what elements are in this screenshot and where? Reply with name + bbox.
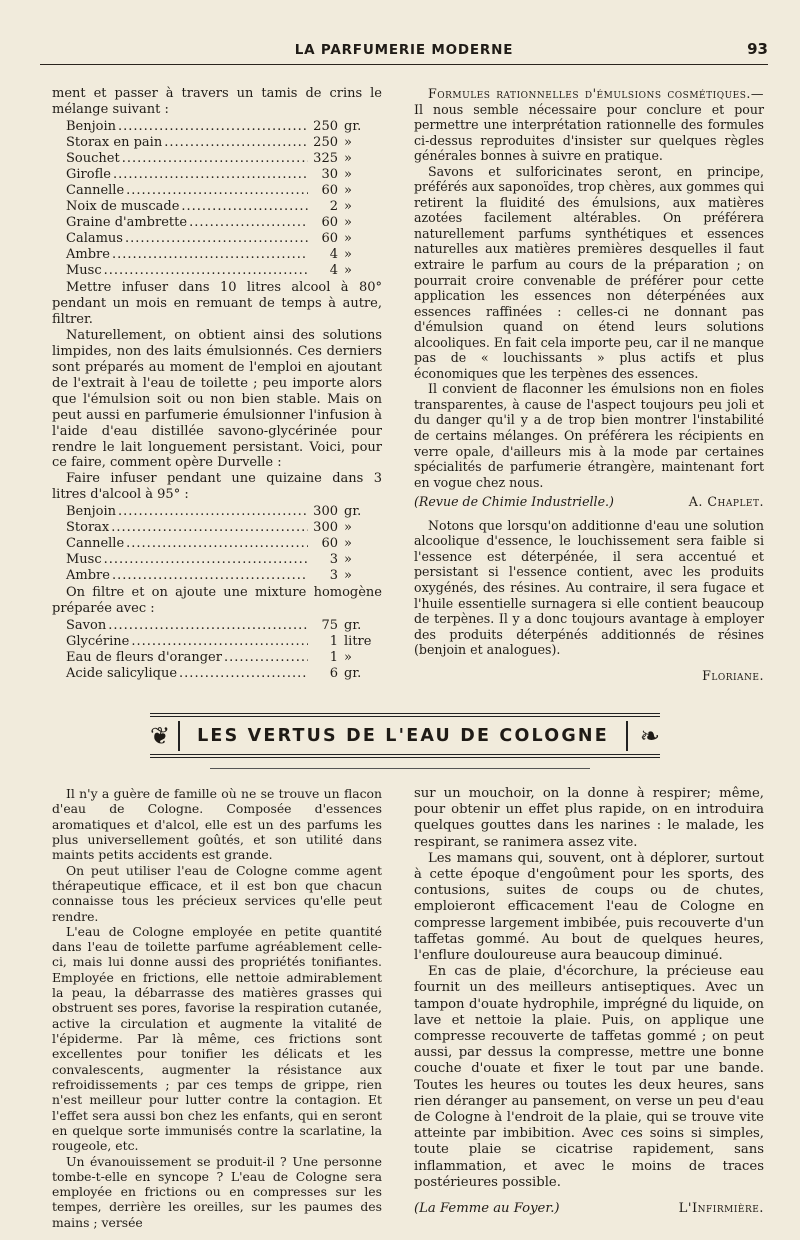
ingredient-quantity: 2 [329, 198, 338, 214]
leader-dots [111, 520, 308, 536]
ingredient-name: Girofle [66, 166, 111, 182]
running-title: LA PARFUMERIE MODERNE [294, 42, 514, 58]
source-citation: (La Femme au Foyer.) [414, 1201, 560, 1217]
ingredient-quantity: 300 [313, 520, 338, 536]
ingredient-name: Storax en pain [66, 134, 163, 150]
ingredient-item [66, 634, 382, 650]
lower-left-column [52, 786, 382, 1230]
leader-dots [118, 504, 308, 520]
leader-dots [112, 568, 308, 584]
ingredient-quantity: 60 [321, 536, 338, 552]
paragraph: Savons et sulforicinates seront, en principe, préférés aux saponoïdes, trop chères, aux gommes qui retirent la fluidité des émulsions, aux matières azotées facilement altérables. On préférera naturellement parfums synthétiques et essences naturelles aux matières premières desquelles il faut extraire le parfum au cours de la préparation ; on pourrait croire convenable de préférer pour cette application les essences non déterpénées aux essences raffinées : celles-ci ne donnant pas d'émulsion quand on étend leurs solutions alcooliques. En fait cela importe peu, car il ne manque pas de « louchissants » plus actifs et plus économiques que les terpènes des essences. [414, 163, 764, 381]
ingredient-quantity: 3 [329, 552, 338, 568]
ingredient-quantity: 250 [313, 134, 338, 150]
ingredient-name: Musc [66, 552, 102, 568]
ingredient-quantity: 250 [313, 118, 338, 134]
ingredient-unit: » [344, 650, 352, 666]
ingredient-unit: » [344, 552, 352, 568]
ingredient-unit: » [344, 150, 352, 166]
ingredient-name: Savon [66, 618, 107, 634]
leader-dots [189, 215, 308, 231]
ingredient-unit: gr. [344, 118, 362, 134]
ingredient-name: Benjoin [66, 118, 117, 134]
ingredient-unit: » [344, 214, 352, 230]
paragraph: En cas de plaie, d'écorchure, la précieuse eau fournit un des meilleurs antiseptiques. Avec un tampon d'ouate hydrophile, imprégné du liquide, on lave et nettoie la plaie. Puis, on applique une compresse recouverte de taffetas gommé ; on peut aussi, par dessus la compresse, mettre une bonne couche d'ouate et fixer le tout par une bande. Toutes les heures ou toutes les deux heures, sans rien déranger au pansement, on verse un peu d'eau de Cologne à l'endroit de la plaie, qui se trouve vite atteinte par imbibition. Avec ces soins si simples, toute plaie se cicatrise rapidement, sans inflammation, et avec le moins de traces postérieures possible. [414, 964, 764, 1190]
paragraph: Un évanouissement se produit-il ? Une personne tombe-t-elle en syncope ? L'eau de Cologne sera employée en frictions ou en compresses sur les tempes, derrière les oreilles, sur les paumes des mains ; versée [52, 1153, 382, 1230]
ingredient-name: Graine d'ambrette [66, 214, 188, 230]
ingredient-unit: gr. [344, 666, 362, 682]
leader-dots [113, 167, 308, 183]
ingredient-name: Ambre [66, 568, 110, 584]
ingredient-quantity: 30 [321, 166, 338, 182]
leader-dots [131, 634, 308, 650]
ingredient-quantity: 1 [329, 634, 338, 650]
ingredient-item [66, 666, 382, 682]
ingredient-list-2 [52, 504, 382, 584]
ingredient-unit: gr. [344, 618, 362, 634]
ingredient-quantity: 6 [329, 666, 338, 682]
paragraph: Il convient de flaconner les émulsions non en fioles transparentes, à cause de l'aspect toujours peu joli et du danger qu'il y a de trop bien montrer l'instabilité de certains mélanges. On préférera les récipients en verre opale, d'ailleurs mis à la mode par certaines spécialités de parfumerie étrangère, maintenant fort en vogue chez nous. [414, 381, 764, 490]
ingredient-item [66, 183, 382, 199]
ingredient-item [66, 520, 382, 536]
paragraph: On filtre et on ajoute une mixture homogène préparée avec : [52, 585, 382, 617]
ingredient-name: Calamus [66, 230, 123, 246]
ingredient-item [66, 552, 382, 568]
page-number: 93 [747, 40, 768, 58]
banner-title-box [178, 721, 628, 751]
leader-dots [181, 199, 308, 215]
leader-dots [108, 618, 308, 634]
ingredient-item [66, 199, 382, 215]
ingredient-unit: litre [344, 634, 372, 650]
leader-dots [126, 183, 308, 199]
ingredient-quantity: 3 [329, 568, 338, 584]
signature: L'Infirmière. [678, 1201, 764, 1217]
ingredient-name: Souchet [66, 150, 120, 166]
ingredient-name: Storax [66, 520, 110, 536]
leader-dots [179, 666, 308, 682]
lower-right-column [414, 786, 764, 1217]
author-name: A. Chaplet. [688, 494, 764, 510]
paragraph: Il nous semble nécessaire pour conclure et pour permettre une interprétation rationnelle des formules ci-dessus reproduites d'insister sur quelques règles générales bonnes à suivre en pratique. [414, 101, 764, 164]
ingredient-item [66, 167, 382, 183]
ingredient-unit: » [344, 262, 352, 278]
page-header [40, 38, 768, 65]
ingredient-item [66, 650, 382, 666]
ingredient-quantity: 75 [321, 618, 338, 634]
paragraph: Notons que lorsqu'on additionne d'eau une solution alcoolique d'essence, le louchissement sera faible si l'essence est déterpénée, il sera accentué et persistant si l'essence contient, avec les produits oxygénés, des résines. Au contraire, il sera fugace et l'huile essentielle surnagera si elle contient beaucoup de terpènes. Il y a donc toujours avantage à employer des produits déterpénés additionnés de résines (benjoin et analogues). [414, 517, 764, 658]
article-banner [150, 713, 660, 757]
source-citation: (Revue de Chimie Industrielle.) [414, 494, 614, 510]
source-line [414, 494, 764, 510]
leader-dots [125, 231, 308, 247]
leader-dots [112, 247, 308, 263]
flourish-ornament-icon: ❧ [639, 722, 660, 750]
source-line [414, 1201, 764, 1217]
ingredient-unit: » [344, 246, 352, 262]
ingredient-list-1 [52, 119, 382, 279]
ingredient-quantity: 325 [313, 150, 338, 166]
paragraph: On peut utiliser l'eau de Cologne comme agent thérapeutique efficace, et il est bon que chacun connaisse tous les précieux services qu'elle peut rendre. [52, 862, 382, 924]
ingredient-name: Glycérine [66, 634, 130, 650]
ingredient-name: Ambre [66, 246, 110, 262]
ingredient-unit: gr. [344, 504, 362, 520]
ingredient-item [66, 263, 382, 279]
ingredient-quantity: 60 [321, 182, 338, 198]
ingredient-list-3 [52, 618, 382, 682]
ingredient-unit: » [344, 166, 352, 182]
ingredient-unit: » [344, 134, 352, 150]
upper-left-column [52, 86, 382, 683]
ingredient-name: Acide salicylique [66, 666, 178, 682]
ingredient-quantity: 4 [329, 246, 338, 262]
flourish-ornament-icon: ❦ [150, 722, 171, 750]
ingredient-name: Musc [66, 262, 102, 278]
ingredient-name: Eau de fleurs d'oranger [66, 650, 222, 666]
leader-dots [164, 135, 308, 151]
ingredient-item [66, 504, 382, 520]
ingredient-item [66, 247, 382, 263]
paragraph: Mettre infuser dans 10 litres alcool à 80° pendant un mois en remuant de temps à autre, filtrer. [52, 279, 382, 327]
section-heading: Formules rationnelles d'émulsions cosmétiques.— [428, 86, 764, 101]
paragraph: L'eau de Cologne employée en petite quantité dans l'eau de toilette parfume agréablement celle-ci, mais lui donne aussi des propriétés tonifiantes. Employée en frictions, elle nettoie admirablement la peau, la débarrasse des matières grasses qui obstruent ses pores, favorise la respiration cutanée, active la circulation et augmente la vitalité de l'épiderme. Par là même, ces frictions sont excellentes pour tonifier les délicats et les convalescents, augmenter la résistance aux refroidissements ; par ces temps de grippe, rien n'est meilleur pour lutter contre la contagion. Et l'effet sera aussi bon chez les enfants, qui en seront en quelque sorte immunisés contre la scarlatine, la rougeole, etc. [52, 923, 382, 1154]
upper-right-column [414, 86, 764, 683]
ingredient-unit: » [344, 536, 352, 552]
ingredient-quantity: 60 [321, 230, 338, 246]
ingredient-name: Benjoin [66, 504, 117, 520]
ingredient-unit: » [344, 182, 352, 198]
divider [210, 768, 590, 769]
leader-dots [118, 119, 308, 135]
ingredient-unit: » [344, 568, 352, 584]
ingredient-item [66, 568, 382, 584]
ingredient-name: Cannelle [66, 536, 125, 552]
ingredient-quantity: 300 [313, 504, 338, 520]
ingredient-name: Noix de muscade [66, 198, 180, 214]
ingredient-item [66, 135, 382, 151]
ingredient-quantity: 1 [329, 650, 338, 666]
ingredient-item [66, 536, 382, 552]
ingredient-quantity: 60 [321, 214, 338, 230]
intro-text: ment et passer à travers un tamis de crins le mélange suivant : [52, 86, 382, 117]
leader-dots [104, 263, 308, 279]
signature: Floriane. [702, 667, 764, 683]
ingredient-unit: » [344, 230, 352, 246]
ingredient-unit: » [344, 520, 352, 536]
leader-dots [122, 151, 308, 167]
ingredient-item [66, 151, 382, 167]
paragraph: Les mamans qui, souvent, ont à déplorer, surtout à cette époque d'engoûment pour les sports, des contusions, suites de coups ou de chutes, emploieront efficacement l'eau de Cologne en compresse largement imbibée, puis recouverte d'un taffetas gommé. Au bout de quelques heures, l'enflure douloureuse aura beaucoup diminué. [414, 850, 764, 964]
leader-dots [224, 650, 308, 666]
paragraph: Faire infuser pendant une quizaine dans 3 litres d'alcool à 95° : [52, 471, 382, 503]
ingredient-quantity: 4 [329, 262, 338, 278]
ingredient-item [66, 231, 382, 247]
ingredient-item [66, 215, 382, 231]
leader-dots [104, 552, 308, 568]
paragraph: sur un mouchoir, on la donne à respirer; même, pour obtenir un effet plus rapide, on en introduira quelques gouttes dans les narines : le malade, les respirant, se ranimera assez vite. [414, 786, 764, 850]
ingredient-item [66, 618, 382, 634]
paragraph: Il n'y a guère de famille où ne se trouve un flacon d'eau de Cologne. Composée d'essences aromatiques et d'alcol, elle est un des parfums les plus universellement goûtés, et son utilité dans maints petits accidents est grande. [52, 786, 382, 863]
paragraph: Naturellement, on obtient ainsi des solutions limpides, non des laits émulsionnés. Ces derniers sont préparés au moment de l'emploi en ajoutant de l'extrait à l'eau de toilette ; peu importe alors que l'émulsion soit ou non bien stable. Mais on peut aussi en parfumerie émulsionner l'infusion à l'aide d'eau distillée savono-glycérinée pour rendre le lait longuement persistant. Voici, pour ce faire, comment opère Durvelle : [52, 327, 382, 471]
leader-dots [126, 536, 308, 552]
ingredient-name: Cannelle [66, 182, 125, 198]
ingredient-item [66, 119, 382, 135]
ingredient-unit: » [344, 198, 352, 214]
banner-title: LES VERTUS DE L'EAU DE COLOGNE [197, 725, 609, 746]
